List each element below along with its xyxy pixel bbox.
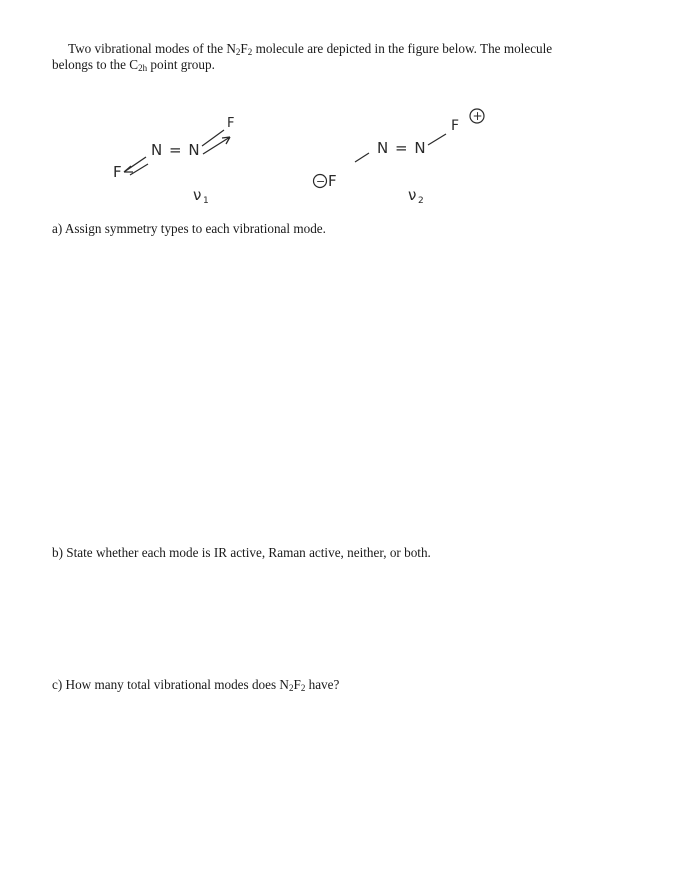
mode-1-nitrogen-bond: N = N bbox=[151, 141, 201, 159]
mode-2-label: ν bbox=[408, 186, 417, 204]
question-a: a) Assign symmetry types to each vibrational mode. bbox=[52, 221, 326, 236]
mode-1-right-arrow bbox=[203, 137, 230, 154]
intro-text: Two vibrational modes of the N bbox=[68, 41, 236, 56]
intro-text: F bbox=[240, 41, 248, 56]
question-c-text: F bbox=[293, 677, 301, 692]
mode-1-label-subscript: 1 bbox=[203, 196, 209, 206]
mode-2-nitrogen-bond: N = N bbox=[377, 139, 427, 157]
mode-2-positive-charge: + bbox=[472, 109, 483, 123]
question-c-text: have? bbox=[305, 677, 340, 692]
subscript: 2h bbox=[138, 63, 148, 73]
subscript: 2 bbox=[247, 47, 253, 57]
mode-2-left-fluorine: F bbox=[328, 172, 337, 190]
mode-2-negative-charge: − bbox=[316, 175, 326, 188]
question-c bbox=[52, 677, 339, 693]
subscript: 2 bbox=[288, 683, 294, 693]
mode-2-drawing bbox=[314, 109, 485, 206]
mode-2-right-fluorine: F bbox=[451, 118, 460, 134]
mode-2-right-bond bbox=[428, 134, 446, 145]
mode-1-label: ν bbox=[193, 186, 202, 204]
subscript: 2 bbox=[300, 683, 306, 693]
subscript: 2 bbox=[235, 47, 241, 57]
mode-1-right-fluorine: F bbox=[227, 116, 235, 131]
question-c-text: c) How many total vibrational modes does N bbox=[52, 677, 289, 692]
intro-text: molecule are depicted in the figure below. The molecule bbox=[252, 41, 553, 56]
mode-2-label-subscript: 2 bbox=[418, 196, 424, 206]
mode-1-drawing bbox=[113, 116, 234, 206]
intro-text: belongs to the C bbox=[52, 57, 139, 72]
mode-2-left-bond bbox=[355, 153, 369, 162]
mode-1-left-arrow bbox=[124, 157, 146, 172]
question-b: b) State whether each mode is IR active, Raman active, neither, or both. bbox=[52, 545, 431, 560]
mode-1-left-fluorine: F bbox=[113, 163, 122, 181]
intro-text: point group. bbox=[147, 57, 215, 72]
